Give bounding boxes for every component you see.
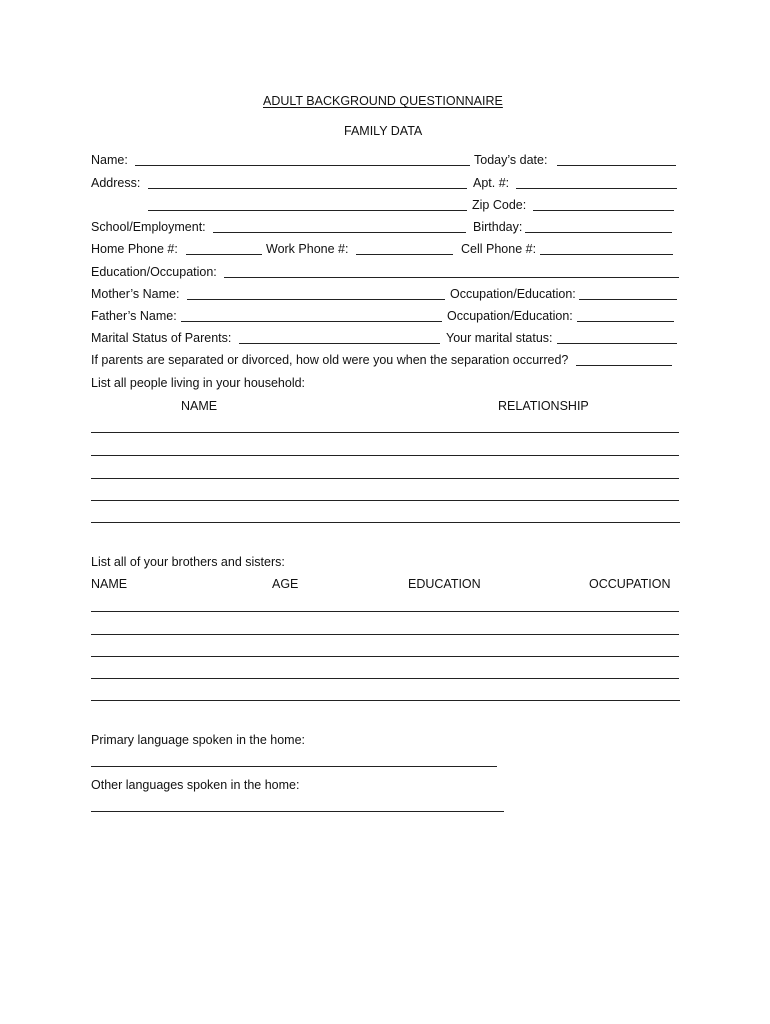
apt-label: Apt. #:	[473, 176, 510, 190]
household-row-5[interactable]	[91, 522, 680, 523]
cell-phone-label: Cell Phone #:	[461, 242, 537, 256]
parents-marital-status-label: Marital Status of Parents:	[91, 331, 232, 345]
school-employment-label: School/Employment:	[91, 220, 206, 234]
sibling-row-1[interactable]	[91, 611, 679, 612]
other-languages-field[interactable]	[91, 811, 504, 812]
section-title: FAMILY DATA	[344, 124, 423, 138]
sibling-row-4[interactable]	[91, 678, 679, 679]
fathers-name-field[interactable]	[181, 321, 442, 322]
todays-date-field[interactable]	[557, 165, 676, 166]
sibling-row-3[interactable]	[91, 656, 679, 657]
household-row-3[interactable]	[91, 478, 679, 479]
mother-occupation-label: Occupation/Education:	[450, 287, 576, 301]
home-phone-field[interactable]	[186, 254, 262, 255]
your-marital-status-label: Your marital status:	[446, 331, 553, 345]
parents-marital-status-field[interactable]	[239, 343, 440, 344]
mother-occupation-field[interactable]	[579, 299, 677, 300]
work-phone-field[interactable]	[356, 254, 453, 255]
fathers-name-label: Father’s Name:	[91, 309, 177, 323]
education-occupation-field[interactable]	[224, 277, 679, 278]
siblings-education-header: EDUCATION	[408, 577, 481, 591]
cell-phone-field[interactable]	[540, 254, 673, 255]
primary-language-field[interactable]	[91, 766, 497, 767]
siblings-occupation-header: OCCUPATION	[589, 577, 671, 591]
mothers-name-label: Mother’s Name:	[91, 287, 180, 301]
school-employment-field[interactable]	[213, 232, 466, 233]
other-languages-label: Other languages spoken in the home:	[91, 778, 300, 792]
siblings-name-header: NAME	[91, 577, 128, 591]
siblings-age-header: AGE	[272, 577, 299, 591]
form-title: ADULT BACKGROUND QUESTIONNAIRE	[263, 94, 503, 108]
apt-field[interactable]	[516, 188, 677, 189]
birthday-field[interactable]	[525, 232, 672, 233]
household-row-2[interactable]	[91, 455, 679, 456]
primary-language-label: Primary language spoken in the home:	[91, 733, 306, 747]
sibling-row-2[interactable]	[91, 634, 679, 635]
household-name-header: NAME	[181, 399, 218, 413]
household-row-4[interactable]	[91, 500, 679, 501]
birthday-label: Birthday:	[473, 220, 523, 234]
father-occupation-field[interactable]	[577, 321, 674, 322]
work-phone-label: Work Phone #:	[266, 242, 349, 256]
father-occupation-label: Occupation/Education:	[447, 309, 573, 323]
name-label: Name:	[91, 153, 128, 167]
household-prompt: List all people living in your household:	[91, 376, 306, 390]
todays-date-label: Today’s date:	[474, 153, 548, 167]
separation-age-question: If parents are separated or divorced, how old were you when the separation occurred?	[91, 353, 569, 367]
home-phone-label: Home Phone #:	[91, 242, 178, 256]
zip-field[interactable]	[533, 210, 674, 211]
address-label: Address:	[91, 176, 141, 190]
education-occupation-label: Education/Occupation:	[91, 265, 217, 279]
name-field[interactable]	[135, 165, 470, 166]
household-row-1[interactable]	[91, 432, 679, 433]
siblings-prompt: List all of your brothers and sisters:	[91, 555, 285, 569]
sibling-row-5[interactable]	[91, 700, 680, 701]
separation-age-field[interactable]	[576, 365, 672, 366]
mothers-name-field[interactable]	[187, 299, 445, 300]
your-marital-status-field[interactable]	[557, 343, 677, 344]
zip-label: Zip Code:	[472, 198, 527, 212]
address-line-2-field[interactable]	[148, 210, 467, 211]
address-field[interactable]	[148, 188, 467, 189]
household-relationship-header: RELATIONSHIP	[498, 399, 589, 413]
